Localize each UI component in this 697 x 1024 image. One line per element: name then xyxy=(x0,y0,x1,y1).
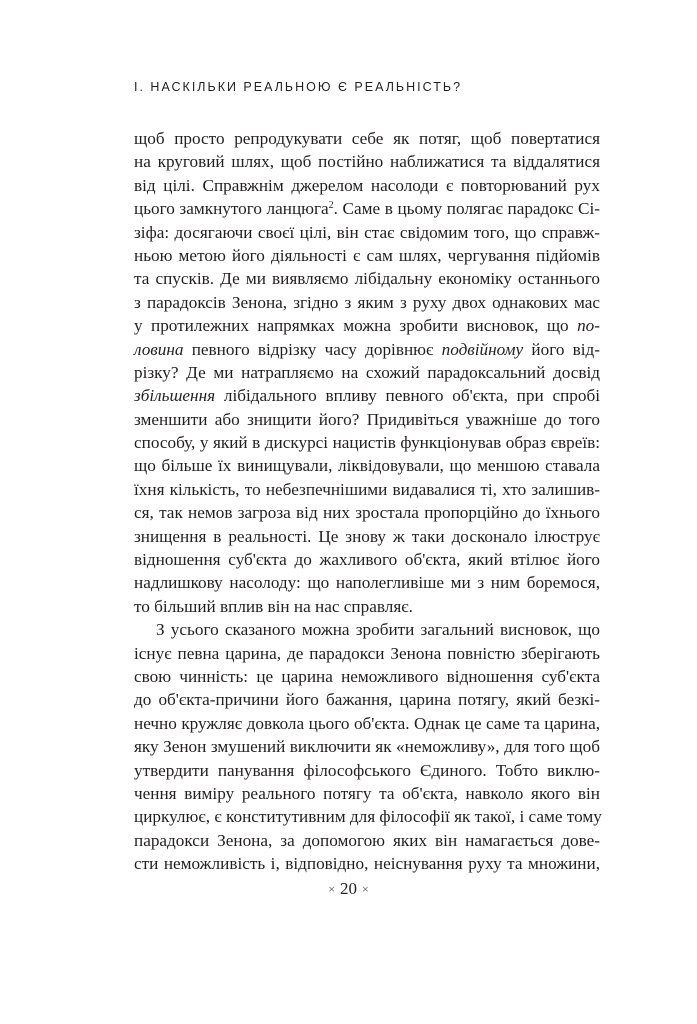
text-line: циркулює, є конститутивним для філософії як такої, і саме тому xyxy=(134,807,602,827)
text-line: різку? Де ми натрапляємо на схожий парадоксальний досвід xyxy=(134,362,600,382)
text-line: відношення суб'єкта до жахливого об'єкта, який втілює його xyxy=(134,550,600,570)
text-line: та спусків. Де ми виявляємо лібідальну економіку останнього xyxy=(134,269,600,289)
paragraph-last-line: то більший вплив він на нас справляє. xyxy=(134,596,413,616)
text-line: їхня кількість, то небезпечнішими видавалися ті, хто залишив- xyxy=(134,479,600,499)
italic-text: збільшення xyxy=(134,386,216,406)
text-line xyxy=(134,338,600,361)
text-line: нечно кружляє довкола цього об'єкта. Однак це саме та царина, xyxy=(134,713,600,733)
paragraph-first-line: З усього сказаного можна зробити загальний висновок, що xyxy=(156,620,600,640)
italic-text: по- xyxy=(577,316,600,336)
text-line: зіфа: досягаючи своєї цілі, він стає свідомим того, що справж- xyxy=(134,222,600,242)
text-line: сти неможливість і, відповідно, неіснування руху та множини, xyxy=(134,854,600,874)
running-header: І. НАСКІЛЬКИ РЕАЛЬНОЮ Є РЕАЛЬНІСТЬ? xyxy=(134,80,463,94)
text-line: утвердити панування філософського Єдиного. Тобто виклю- xyxy=(134,760,600,780)
text-segment: у протилежних напрямках можна зробити висновок, що xyxy=(134,316,578,336)
text-line: способу, у який в дискурсі нацистів функціонував образ євреїв: xyxy=(134,433,600,453)
text-line: що більше їх винищували, ліквідовували, що меншою ставала xyxy=(134,456,600,476)
text-line xyxy=(134,314,600,337)
text-line: яку Зенон змушений виключити як «неможливу», для того щоб xyxy=(134,737,600,757)
text-line: на круговий шлях, щоб постійно наближатися та віддалятися xyxy=(134,152,600,172)
text-line: щоб просто репродукувати себе як потяг, щоб повертатися xyxy=(134,129,600,148)
text-line xyxy=(134,384,600,407)
text-line: ньою метою його діяльності є сам шлях, чергування підйомів xyxy=(134,245,600,265)
text-line xyxy=(134,197,600,220)
body-text xyxy=(134,127,600,876)
page-number: 20 xyxy=(340,879,357,898)
text-segment: цього замкнутого ланцюга xyxy=(134,199,329,219)
text-line: свою чинність: це царина неможливого відношення суб'єкта xyxy=(134,666,600,686)
ornament-left: × xyxy=(328,882,335,896)
text-line: до об'єкта-причини його бажання, царина потягу, який безкі- xyxy=(134,690,600,710)
text-line: надлишкову насолоду: що наполегливіше ми з ним боремося, xyxy=(134,573,600,593)
text-segment: його від- xyxy=(523,339,601,359)
text-line: від цілі. Справжнім джерелом насолоди є повторюваний рух xyxy=(134,175,600,195)
footnote-marker: 2 xyxy=(328,200,334,212)
text-line: існує певна царина, де парадокси Зенона повністю зберігають xyxy=(134,643,600,663)
text-line: з парадоксів Зенона, згідно з яким з руху двох однакових мас xyxy=(134,292,600,312)
ornament-right: × xyxy=(362,882,369,896)
text-segment: певного відрізку часу дорівнює xyxy=(183,339,442,359)
text-line: зменшити або знищити його? Придивіться уважніше до того xyxy=(134,409,600,429)
italic-text: ловина xyxy=(134,339,184,359)
text-line: парадокси Зенона, за допомогою яких він намагається дове- xyxy=(134,830,600,850)
text-segment: лібідального впливу певного об'єкта, при спробі xyxy=(215,386,600,406)
page-number-footer xyxy=(0,879,697,899)
text-line: чення виміру реального потягу та об'єкта, навколо якого він xyxy=(134,783,600,803)
italic-text: подвійному xyxy=(441,339,524,359)
text-segment: . Саме в цьому полягає парадокс Сі- xyxy=(333,199,600,219)
text-line: знищення в реальності. Це знову ж таки досконало ілюструє xyxy=(134,526,600,546)
text-line: ся, так немов загроза від них зростала пропорційно до їхнього xyxy=(134,503,600,523)
